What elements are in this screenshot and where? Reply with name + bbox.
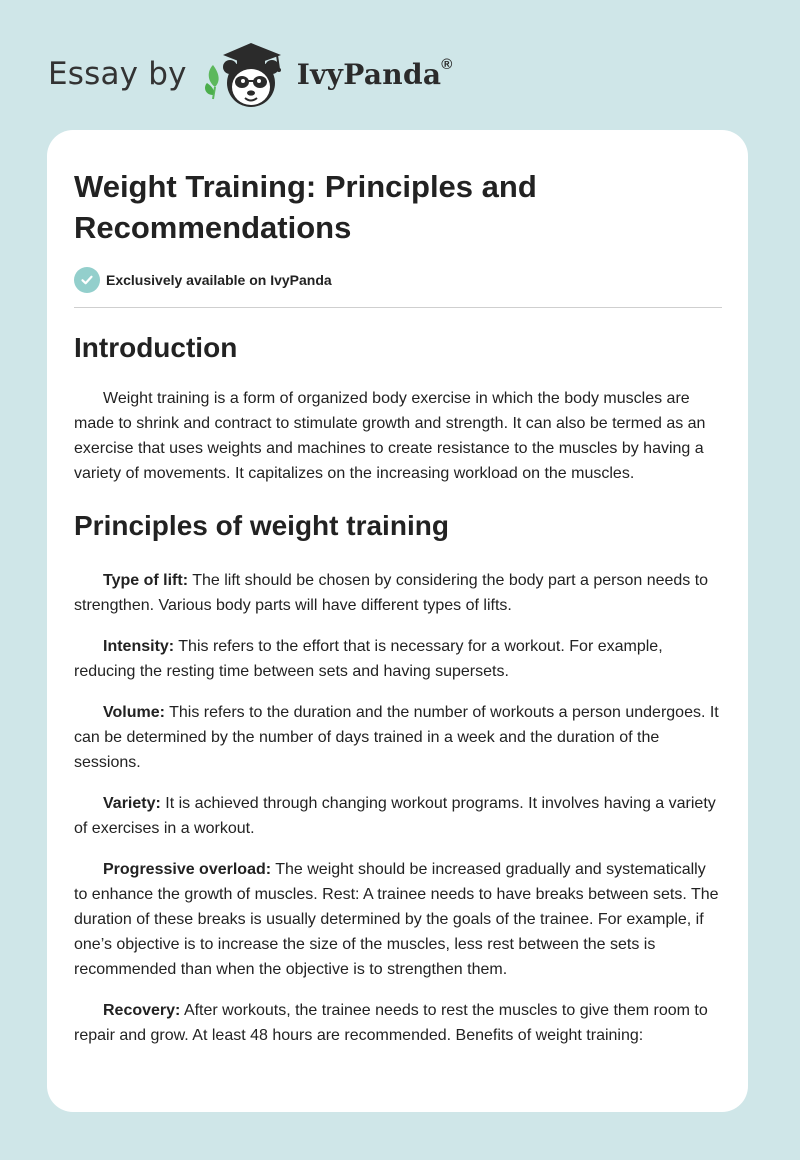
principle-term: Variety:: [103, 795, 161, 812]
principle-term: Intensity:: [103, 638, 175, 655]
introduction-paragraph: Weight training is a form of organized body exercise in which the body muscles are made to shrink and contract to stimulate growth and strength. It can also be termed as an exercise that uses weights and machines to create resistance to the muscles by having a variety of movements. It capitalizes on the increasing workload on the muscles.: [74, 390, 706, 482]
principle-text: This refers to the effort that is necessary for a workout. For example, reducing the resting time between sets and having supersets.: [74, 638, 663, 680]
principles-heading: Principles of weight training: [74, 510, 449, 541]
principle-text: This refers to the duration and the number of workouts a person undergoes. It can be determined by the number of days trained in a week and the duration of the sessions.: [74, 704, 719, 771]
principle-text: After workouts, the trainee needs to rest the muscles to give them room to repair and grow. At least 48 hours are recommended. Benefits of weight training:: [74, 1002, 708, 1044]
principle-term: Volume:: [103, 704, 165, 721]
principle-text: The weight should be increased gradually and systematically to enhance the growth of muscles. Rest: A trainee needs to have breaks between sets. The duration of these breaks is usually determined by the goals of the trainee. For example, if one’s objective is to increase the size of the muscles, less rest between the sets is recommended than when the objective is to strengthen them.: [74, 861, 719, 978]
brand-name: [297, 58, 453, 91]
brand-label: IvyPanda: [296, 57, 442, 91]
essay-card: [47, 130, 748, 1112]
essay-by-label: Essay by: [48, 56, 187, 92]
panda-logo-icon[interactable]: [201, 35, 293, 113]
principle-paragraph: [74, 857, 722, 982]
principle-text: The lift should be chosen by considering the body part a person needs to strengthen. Various body parts will have different types of lifts.: [74, 572, 709, 614]
exclusive-label: Exclusively available on IvyPanda: [106, 272, 332, 288]
essay-title: Weight Training: Principles and Recommendations: [74, 169, 537, 245]
principle-text: It is achieved through changing workout programs. It involves having a variety of exercises in a workout.: [74, 795, 716, 837]
principle-paragraph: [74, 998, 722, 1048]
principle-paragraph: [74, 568, 722, 618]
exclusive-badge: [74, 266, 721, 294]
title-divider: [74, 307, 722, 308]
introduction-heading: Introduction: [74, 332, 238, 363]
principle-paragraph: [74, 700, 722, 775]
principle-paragraph: [74, 634, 722, 684]
check-circle-icon: [74, 267, 100, 293]
principle-term: Recovery:: [103, 1002, 181, 1019]
site-header: [48, 34, 453, 114]
principle-term: Type of lift:: [103, 572, 189, 589]
registered-mark: ®: [441, 56, 453, 74]
principle-paragraph: [74, 791, 722, 841]
principle-term: Progressive overload:: [103, 861, 272, 878]
